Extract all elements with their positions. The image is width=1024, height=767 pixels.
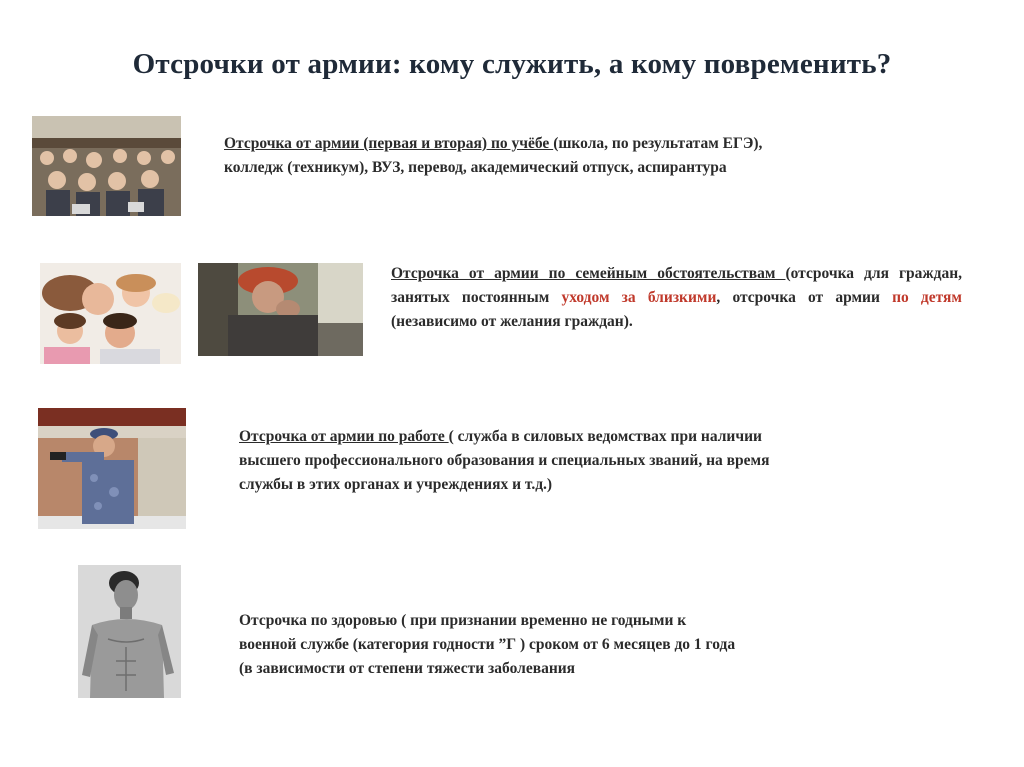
page-title: Отсрочки от армии: кому служить, а кому повременить? [132, 48, 892, 80]
health-deferment-text [239, 609, 959, 681]
study-deferment-line-2: колледж (техникум), ВУЗ, перевод, академический отпуск, аспирантура [224, 159, 727, 176]
students-in-lecture-hall-photo [32, 116, 181, 216]
family-smiling-photo [40, 263, 181, 364]
family-deferment-text-part-3: (независимо от желания граждан). [391, 313, 633, 330]
study-deferment-heading: Отсрочка от армии (первая и вторая) по учёбе [224, 135, 554, 152]
work-deferment-line-3: службы в этих органах и учреждениях и т.д.) [239, 476, 553, 493]
work-deferment-heading: Отсрочка от армии по работе [239, 428, 449, 445]
study-deferment-text [224, 132, 944, 180]
family-deferment-text [391, 262, 962, 334]
work-deferment-line-2: высшего профессионального образования и специальных званий, на время [239, 452, 770, 469]
care-for-relatives-highlight: уходом за близкими [561, 289, 717, 306]
health-deferment-line-3: (в зависимости от степени тяжести заболевания [239, 660, 576, 677]
family-deferment-text-part-1: (отсрочка для граждан, занятых постоянным [391, 265, 963, 306]
elderly-woman-photo [198, 263, 363, 356]
officer-with-pistol-photo [38, 408, 186, 529]
family-deferment-text-part-2: , отсрочка от армии [716, 289, 893, 306]
work-deferment-line-1: ( служба в силовых ведомствах при наличии [448, 428, 762, 445]
children-highlight: по детям [892, 289, 962, 306]
family-deferment-heading: Отсрочка от армии по семейным обстоятельствам [391, 265, 786, 282]
work-deferment-text [239, 425, 959, 497]
health-deferment-line-1: Отсрочка по здоровью ( при признании временно не годными к [239, 612, 687, 629]
study-deferment-line-1: (школа, по результатам ЕГЭ), [553, 135, 763, 152]
health-deferment-line-2: военной службе (категория годности ”Г ) сроком от 6 месяцев до 1 года [239, 636, 736, 653]
shirtless-young-man-photo [78, 565, 181, 698]
